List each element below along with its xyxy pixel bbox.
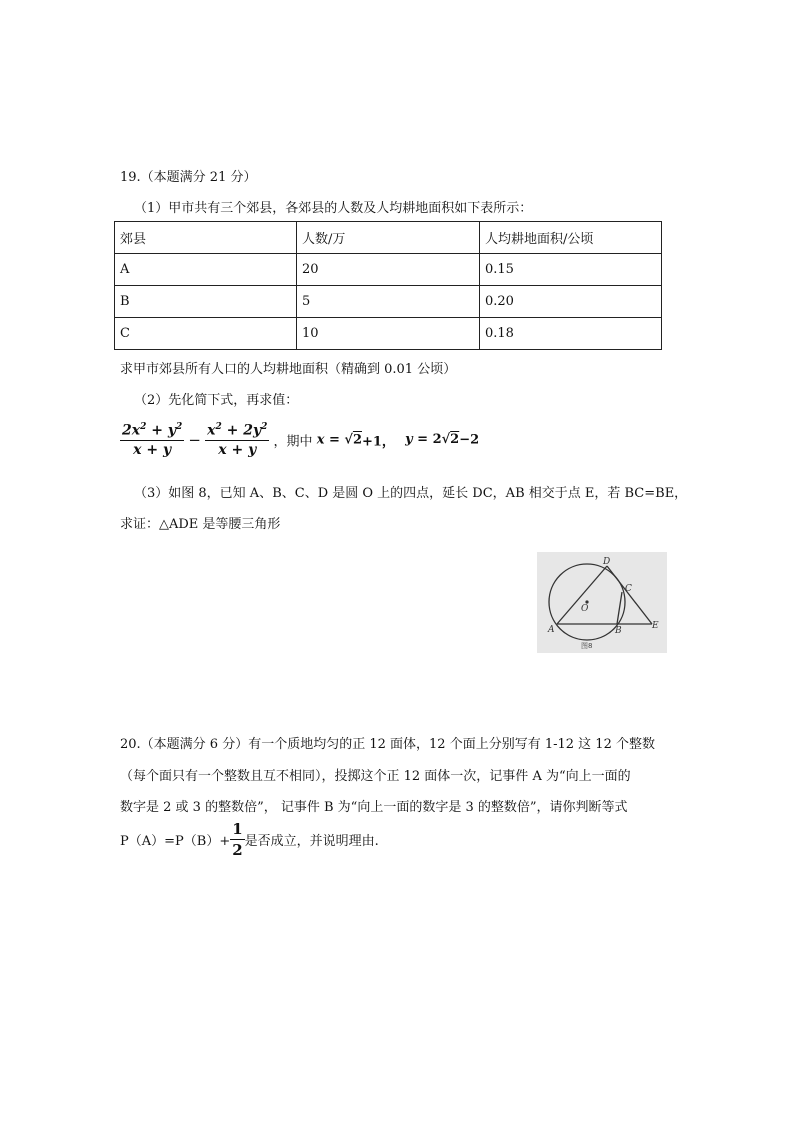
label-c: C	[625, 584, 632, 594]
table-cell: A	[115, 254, 297, 286]
formula-y-value: −2	[459, 432, 480, 448]
formula-x: x = √2	[316, 432, 362, 448]
formula-where: ，期中	[273, 434, 313, 450]
line-ad	[557, 566, 607, 624]
label-b: B	[615, 626, 622, 636]
one-half-fraction: $\frac{1}{2}$	[232, 820, 243, 859]
q19-heading: 19.（本题满分 21 分）	[120, 170, 257, 185]
label-o: O	[581, 604, 589, 614]
label-d: D	[603, 557, 611, 567]
figure-caption: 图8	[581, 642, 593, 650]
table-header-cell: 人数/万	[297, 222, 480, 254]
q20-equation-end: 是否成立，并说明理由.	[244, 834, 379, 849]
q20-line3: 数字是 2 或 3 的整数倍”， 记事件 B 为“向上一面的数字是 3 的整数倍”，请你判断等式	[120, 800, 628, 815]
formula-x-value: +1，	[361, 434, 395, 450]
table-cell: 0.20	[480, 286, 662, 318]
table-header-cell: 郊县	[115, 222, 297, 254]
table-cell: B	[115, 286, 297, 318]
table-cell: C	[115, 318, 297, 350]
table-row	[115, 254, 662, 286]
table-cell: 10	[297, 318, 480, 350]
q20-equation-start: P（A）=P（B）+	[120, 834, 231, 849]
q19-part3-line2: 求证：△ADE 是等腰三角形	[120, 517, 281, 532]
q20-line2: （每个面只有一个整数且互不相同），投掷这个正 12 面体一次，记事件 A 为“向上一面的	[120, 769, 631, 784]
county-table	[114, 221, 662, 350]
figure-8	[537, 552, 667, 653]
table-cell: 0.15	[480, 254, 662, 286]
label-a: A	[548, 625, 555, 635]
formula-y: y = 2√2	[405, 432, 460, 448]
line-de	[607, 566, 652, 624]
fraction-1: $\frac{2x^2 + y^2}{x + y}$	[122, 422, 183, 458]
fraction-2: $\frac{x^2 + 2y^2}{x + y}$	[207, 422, 268, 458]
q19-formula: $\frac{2x^2 + y^2}{x + y}$ − $\frac{x^2 + 2y^2}{x + y}$ ，期中 x = √2+1， y = 2√2−2	[122, 422, 480, 458]
q19-part3-line1: （3）如图 8，已知 A、B、C、D 是圆 O 上的四点，延长 DC，AB 相交于点 E，若 BC=BE，	[134, 486, 688, 501]
label-e: E	[652, 621, 659, 631]
table-cell: 5	[297, 286, 480, 318]
table-cell: 0.18	[480, 318, 662, 350]
table-header-row	[115, 222, 662, 254]
geometry-diagram	[537, 552, 667, 653]
q19-part1-question: 求甲市郊县所有人口的人均耕地面积（精确到 0.01 公顷）	[120, 362, 457, 377]
table-row	[115, 286, 662, 318]
q19-part1-intro: （1）甲市共有三个郊县，各郊县的人数及人均耕地面积如下表所示：	[134, 201, 533, 216]
q20-line4	[120, 820, 379, 859]
q19-part2-intro: （2）先化简下式，再求值：	[134, 393, 299, 408]
table-header-cell: 人均耕地面积/公顷	[480, 222, 662, 254]
table-cell: 20	[297, 254, 480, 286]
table-row	[115, 318, 662, 350]
q20-line1: 20.（本题满分 6 分）有一个质地均匀的正 12 面体，12 个面上分别写有 1-12 这 12 个整数	[120, 737, 655, 752]
